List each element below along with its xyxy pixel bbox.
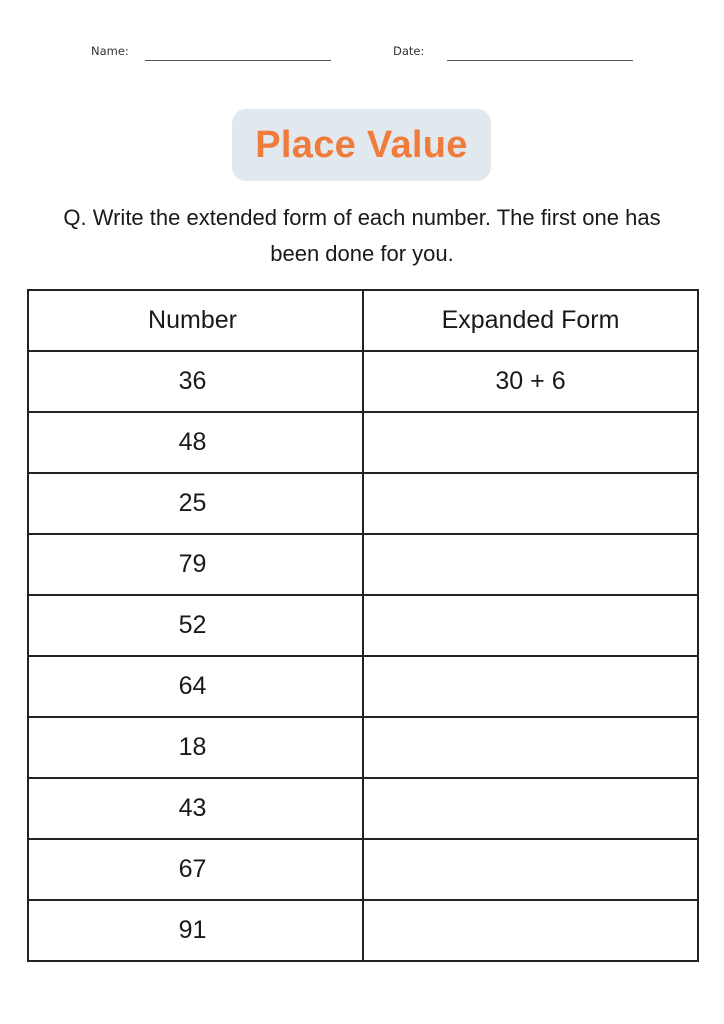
number-cell: 67 [28, 839, 363, 900]
number-cell: 79 [28, 534, 363, 595]
table-row [28, 595, 698, 656]
expanded-form-cell[interactable] [363, 534, 698, 595]
table-row [28, 839, 698, 900]
expanded-form-cell[interactable] [363, 656, 698, 717]
page-title: Place Value [255, 123, 468, 166]
table-row [28, 717, 698, 778]
table-header-row [28, 290, 698, 351]
date-label: Date: [393, 44, 425, 58]
expanded-form-cell[interactable] [363, 839, 698, 900]
expanded-form-cell[interactable] [363, 473, 698, 534]
column-header-expanded-form: Expanded Form [363, 290, 698, 351]
number-cell: 52 [28, 595, 363, 656]
name-field[interactable] [145, 60, 331, 61]
table-row [28, 534, 698, 595]
date-field[interactable] [447, 60, 633, 61]
expanded-form-cell[interactable] [363, 900, 698, 961]
expanded-form-cell[interactable] [363, 717, 698, 778]
table-row [28, 900, 698, 961]
table-row [28, 412, 698, 473]
number-cell: 91 [28, 900, 363, 961]
number-cell: 64 [28, 656, 363, 717]
name-label: Name: [91, 44, 129, 58]
title-banner [232, 109, 491, 181]
table-row [28, 778, 698, 839]
table-row [28, 473, 698, 534]
instructions: Q. Write the extended form of each number. The first one has been done for you. [63, 205, 661, 266]
number-cell: 25 [28, 473, 363, 534]
place-value-table [27, 289, 699, 962]
column-header-number: Number [28, 290, 363, 351]
table-row [28, 351, 698, 412]
number-cell: 36 [28, 351, 363, 412]
table-row [28, 656, 698, 717]
number-cell: 48 [28, 412, 363, 473]
expanded-form-cell[interactable] [363, 412, 698, 473]
expanded-form-cell[interactable] [363, 778, 698, 839]
number-cell: 18 [28, 717, 363, 778]
expanded-form-cell[interactable] [363, 595, 698, 656]
number-cell: 43 [28, 778, 363, 839]
expanded-form-cell[interactable]: 30 + 6 [363, 351, 698, 412]
